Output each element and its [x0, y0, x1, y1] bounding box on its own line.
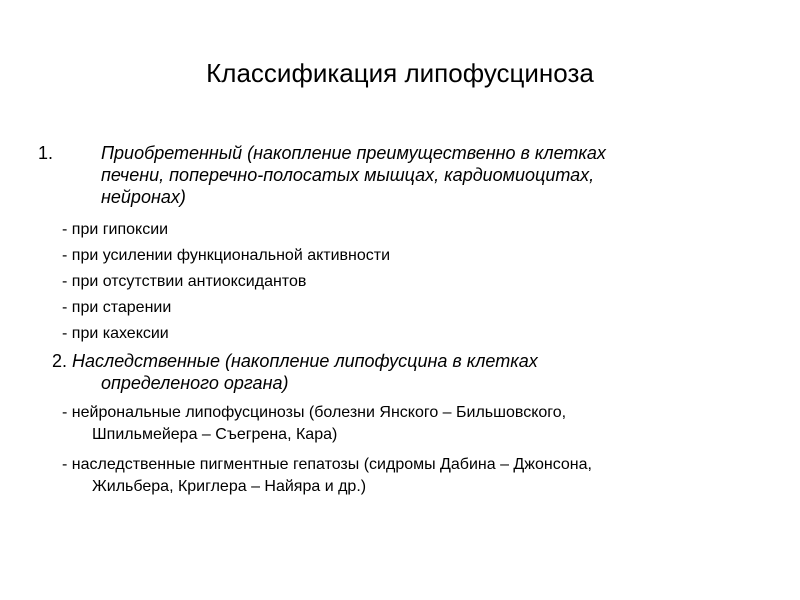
slide-title: Классификация липофусциноза [206, 58, 594, 88]
item-text-line-2: печени, поперечно-полосатых мышцах, кардиомиоцитах, [101, 165, 595, 185]
subitem-functional-activity: - при усилении функциональной активности [62, 247, 391, 264]
subitem-line-1: - нейрональные липофусцинозы (болезни Янского – Бильшовского, [62, 404, 567, 421]
subitem-cachexia: - при кахексии [62, 325, 169, 342]
subitem-hereditary-hepatoses [62, 454, 762, 498]
list-number: 2. [52, 351, 68, 371]
subitem-hypoxia: - при гипоксии [62, 221, 169, 238]
item-text-line-1: Приобретенный (накопление преимущественно в клетках [101, 143, 606, 163]
subitem-line-2: Жильбера, Криглера – Найяра и др.) [92, 478, 367, 495]
item-text-line-2: определеного органа) [101, 373, 289, 393]
item-text-line-3: нейронах) [101, 187, 186, 207]
item-text-line-1: Наследственные (накопление липофусцина в клетках [72, 351, 538, 371]
subitem-aging: - при старении [62, 299, 172, 316]
subitem-line-2: Шпильмейера – Съегрена, Кара) [92, 426, 338, 443]
subitem-antioxidants: - при отсутствии антиоксидантов [62, 273, 307, 290]
list-item-acquired [38, 142, 758, 208]
list-number: 1. [38, 143, 54, 163]
subitem-line-1: - наследственные пигментные гепатозы (сидромы Дабина – Джонсона, [62, 456, 592, 473]
subitem-neuronal-lipofuscinoses [62, 402, 762, 446]
list-item-hereditary [52, 350, 752, 394]
